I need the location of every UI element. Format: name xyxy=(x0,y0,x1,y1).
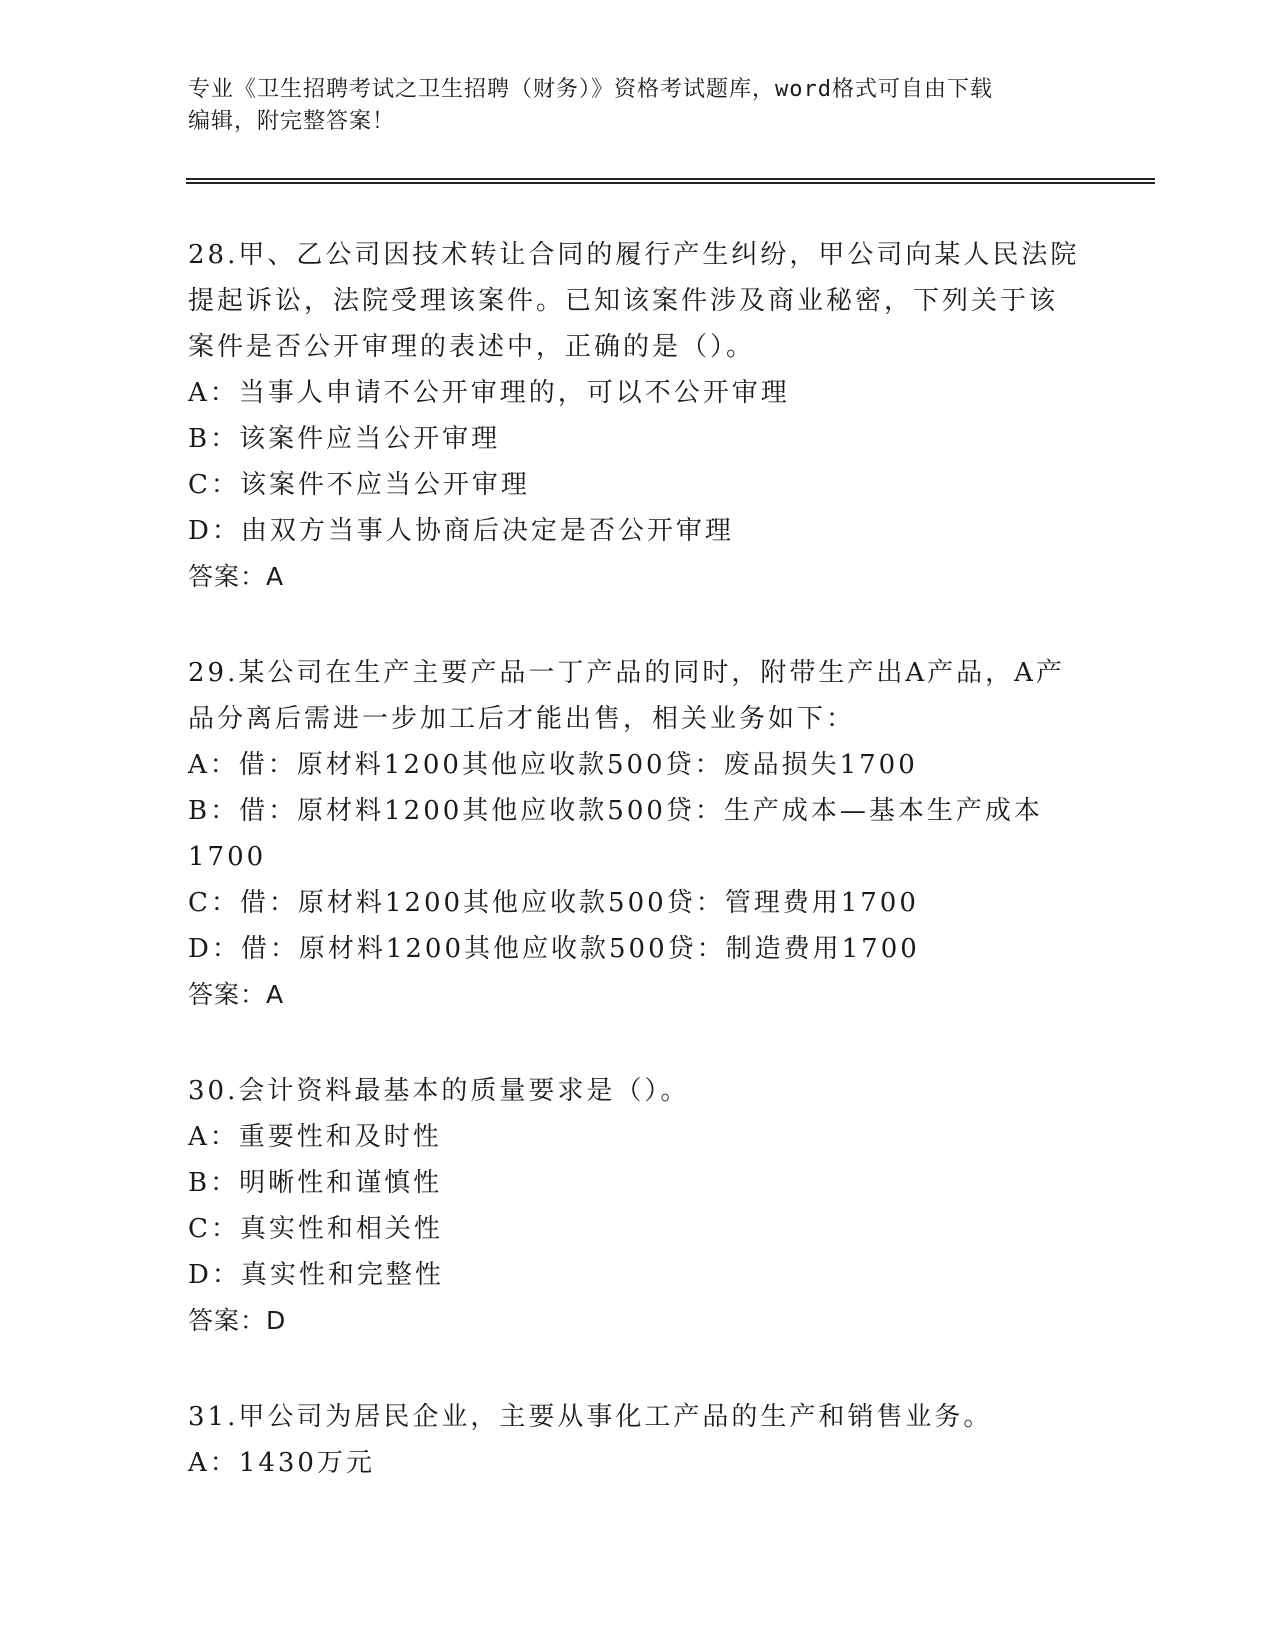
header-line-1: 专业《卫生招聘考试之卫生招聘（财务）》资格考试题库，word格式可自由下载 xyxy=(188,77,993,102)
answer-option-line: A：1430万元 xyxy=(188,1448,375,1478)
answer-option xyxy=(188,926,1088,972)
question-stem xyxy=(188,1068,1088,1114)
answer-key: 答案：A xyxy=(188,562,285,591)
answer-option xyxy=(188,1160,1088,1206)
answer-option-line: 1700 xyxy=(188,842,267,872)
answer-option-line: D：真实性和完整性 xyxy=(188,1260,444,1290)
answer-option-line: A：重要性和及时性 xyxy=(188,1122,442,1152)
answer-option-line: C：真实性和相关性 xyxy=(188,1214,443,1244)
answer-option xyxy=(188,462,1088,508)
answer-key: 答案：A xyxy=(188,980,285,1009)
question-item xyxy=(188,232,1088,600)
answer-option xyxy=(188,508,1088,554)
question-list xyxy=(188,232,1088,1536)
header-line-2: 编辑，附完整答案！ xyxy=(188,109,396,134)
answer-option-line: B：明晰性和谨慎性 xyxy=(188,1168,443,1198)
answer-option-line: D：由双方当事人协商后决定是否公开审理 xyxy=(188,516,734,546)
header-divider xyxy=(186,178,1155,184)
answer-option xyxy=(188,742,1088,788)
answer-option xyxy=(188,880,1088,926)
question-stem-line: 案件是否公开审理的表述中，正确的是（）。 xyxy=(188,332,756,362)
document-header xyxy=(188,74,1088,138)
answer-option-line: C：借：原材料1200其他应收款500贷：管理费用1700 xyxy=(188,888,919,918)
question-stem xyxy=(188,650,1088,742)
question-stem xyxy=(188,232,1088,370)
question-stem-line: 29.某公司在生产主要产品一丁产品的同时，附带生产出A产品，A产 xyxy=(188,658,1065,688)
question-stem-line: 31.甲公司为居民企业，主要从事化工产品的生产和销售业务。 xyxy=(188,1402,993,1432)
answer-option xyxy=(188,1252,1088,1298)
question-stem-line: 提起诉讼，法院受理该案件。已知该案件涉及商业秘密，下列关于该 xyxy=(188,286,1059,316)
answer-option-line: C：该案件不应当公开审理 xyxy=(188,470,530,500)
answer-option-line: A：借：原材料1200其他应收款500贷：废品损失1700 xyxy=(188,750,918,780)
answer-option xyxy=(188,1206,1088,1252)
answer-option xyxy=(188,416,1088,462)
answer-option-line: B：该案件应当公开审理 xyxy=(188,424,501,454)
answer-option xyxy=(188,370,1088,416)
question-stem-line: 30.会计资料最基本的质量要求是（）。 xyxy=(188,1076,690,1106)
answer-option xyxy=(188,788,1088,880)
answer-option xyxy=(188,1440,1088,1486)
question-item xyxy=(188,1068,1088,1344)
question-item xyxy=(188,650,1088,1018)
question-stem-line: 品分离后需进一步加工后才能出售，相关业务如下： xyxy=(188,704,856,734)
answer-option-line: A：当事人申请不公开审理的，可以不公开审理 xyxy=(188,378,790,408)
answer-option-line: B：借：原材料1200其他应收款500贷：生产成本—基本生产成本 xyxy=(188,796,1043,826)
answer-key: 答案：D xyxy=(188,1306,287,1335)
question-stem-line: 28.甲、乙公司因技术转让合同的履行产生纠纷，甲公司向某人民法院 xyxy=(188,240,1080,270)
question-stem xyxy=(188,1394,1088,1440)
question-item xyxy=(188,1394,1088,1486)
answer-option-line: D：借：原材料1200其他应收款500贷：制造费用1700 xyxy=(188,934,920,964)
answer-option xyxy=(188,1114,1088,1160)
